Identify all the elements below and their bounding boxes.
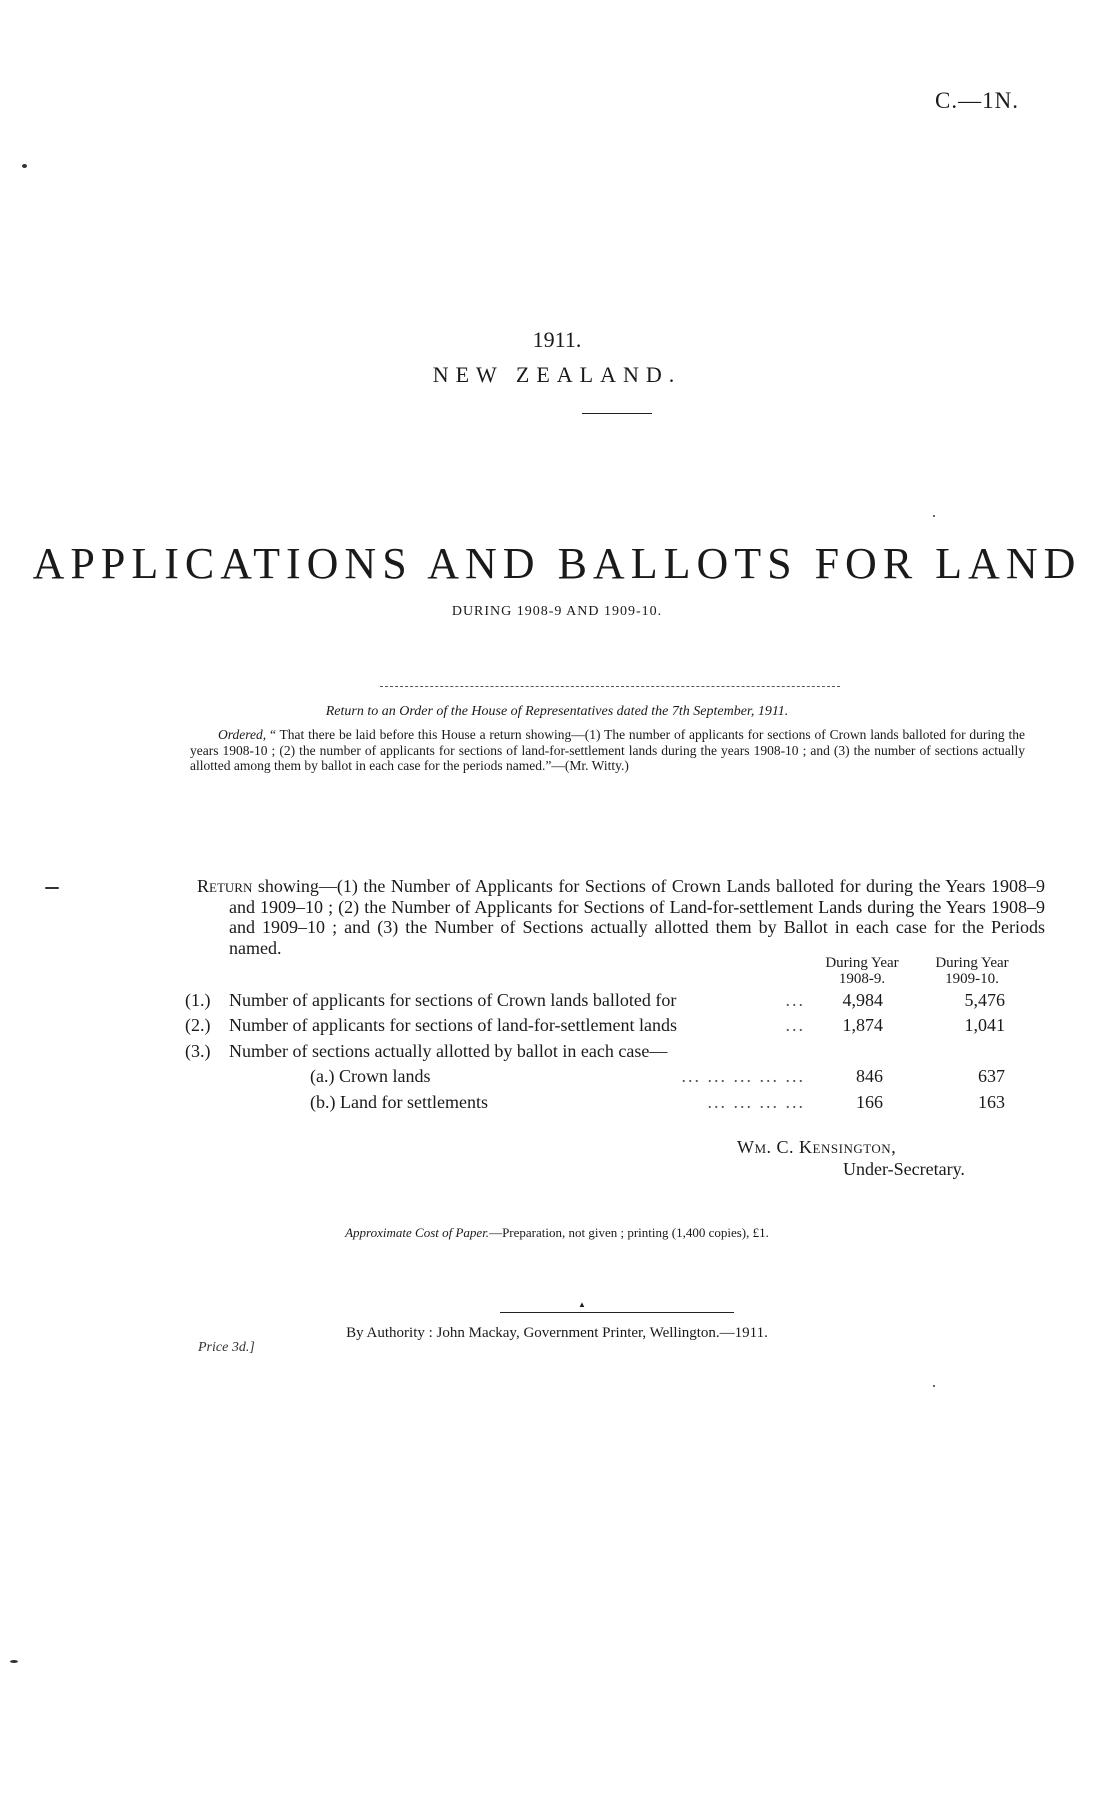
row-label: (b.) Land for settlements: [310, 1092, 488, 1112]
footer-rule: [500, 1312, 734, 1313]
signatory-name: Wm. C. Kensington,: [737, 1137, 897, 1157]
printer-authority: By Authority : John Mackay, Government Printer, Wellington.—1911.: [346, 1325, 768, 1341]
row-leader: ...: [785, 1015, 805, 1035]
column-header-line: During Year: [935, 955, 1009, 971]
divider-rule: [582, 413, 652, 414]
scan-speck: [933, 515, 935, 517]
cost-note: [0, 1225, 1114, 1241]
printer-mark-icon: ▲: [578, 1300, 586, 1309]
return-paragraph: [197, 876, 1045, 958]
row-value-1909-10: 5,476: [964, 990, 1005, 1010]
dashed-divider: [380, 686, 840, 687]
row-value-1908-9: 846: [856, 1066, 883, 1086]
table-row: [185, 1015, 1015, 1039]
row-label: (a.) Crown lands: [310, 1066, 431, 1086]
row-value-1909-10: 637: [978, 1066, 1005, 1086]
row-value-1909-10: 1,041: [964, 1015, 1005, 1035]
row-label: Number of applicants for sections of Crown lands balloted for: [229, 990, 677, 1010]
row-number: (3.): [185, 1041, 211, 1061]
row-leader: ...: [785, 990, 805, 1010]
scan-speck: [10, 1660, 18, 1663]
row-value-1909-10: 163: [978, 1092, 1005, 1112]
publication-year: 1911.: [532, 327, 582, 352]
document-title: APPLICATIONS AND BALLOTS FOR LAND: [32, 539, 1082, 588]
document-subtitle: DURING 1908-9 AND 1909-10.: [451, 604, 663, 619]
column-header-line: 1908-9.: [838, 971, 886, 987]
scan-speck: [45, 887, 59, 889]
column-header-line: 1909-10.: [945, 971, 999, 987]
row-value-1908-9: 1,874: [842, 1015, 883, 1035]
ordered-paragraph: [190, 727, 1025, 774]
cost-text: —Preparation, not given ; printing (1,400 copies), £1.: [489, 1225, 769, 1240]
column-header-1909-10: [918, 955, 1026, 987]
ordered-text: “ That there be laid before this House a return showing—(1) The number of applicants for sections of Crown lands balloted for during the years 1908-10 ; (2) the number of applicants for sections of land-for-settlement lands during the years 1908-10 ; and (3) the number of sections actually allotted among them by ballot in each case for the periods named.”—(Mr. Witty.): [190, 727, 1025, 773]
price-note: Price 3d.]: [198, 1340, 255, 1355]
row-number: (2.): [185, 1015, 211, 1035]
ordered-label: Ordered,: [218, 727, 267, 742]
row-value-1908-9: 166: [856, 1092, 883, 1112]
table-row: [185, 1041, 1015, 1065]
scan-speck: [933, 1385, 935, 1387]
return-lead: Return: [197, 876, 253, 896]
table-row: [185, 1066, 1015, 1090]
signatory-title: Under-Secretary.: [843, 1159, 965, 1179]
country-heading: NEW ZEALAND.: [432, 362, 682, 387]
row-label: Number of applicants for sections of land-for-settlement lands: [229, 1015, 678, 1035]
row-label: Number of sections actually allotted by ballot in each case—: [229, 1041, 668, 1061]
table-row: [185, 990, 1015, 1014]
column-header-line: During Year: [825, 955, 899, 971]
scan-speck: [22, 164, 27, 168]
order-line: Return to an Order of the House of Representatives dated the 7th September, 1911.: [325, 704, 789, 719]
row-value-1908-9: 4,984: [842, 990, 883, 1010]
document-reference: C.—1N.: [935, 88, 1019, 113]
table-row: [185, 1092, 1015, 1116]
column-header-1908-9: [808, 955, 916, 987]
cost-label: Approximate Cost of Paper.: [345, 1225, 490, 1240]
row-leader: ... ... ... ...: [707, 1092, 805, 1112]
return-text: showing—(1) the Number of Applicants for Sections of Crown Lands balloted for during the Years 1908–9 and 1909–10 ; (2) the Number of Applicants for Sections of Land-for-settlement Lands during the Years 1908–9 and 1909–10 ; and (3) the Number of Sections actually allotted them by Ballot in each case for the Periods named.: [229, 876, 1045, 958]
row-number: (1.): [185, 990, 211, 1010]
row-leader: ... ... ... ... ...: [681, 1066, 805, 1086]
